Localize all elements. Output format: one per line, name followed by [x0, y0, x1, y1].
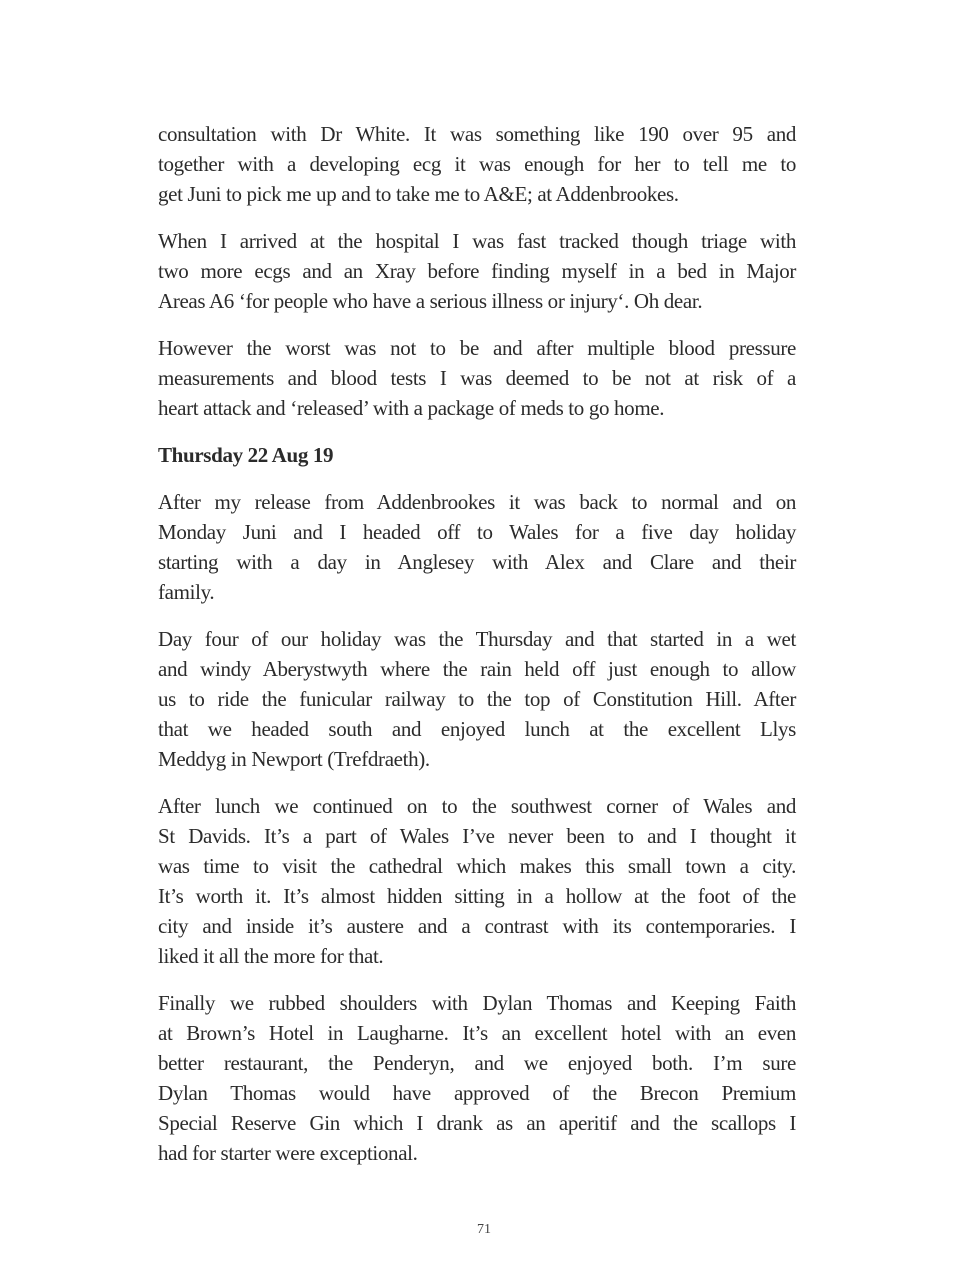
text-line: city and inside it’s austere and a contrast with its contemporaries. I: [158, 914, 796, 938]
text-line: After my release from Addenbrookes it was back to normal and on: [158, 490, 796, 514]
text-line: However the worst was not to be and after multiple blood pressure: [158, 336, 796, 360]
paragraph: [158, 988, 796, 1168]
text-line: Thursday 22 Aug 19: [158, 443, 334, 467]
text-line: Monday Juni and I headed off to Wales for a five day holiday: [158, 520, 796, 544]
text-line: St Davids. It’s a part of Wales I’ve never been to and I thought it: [158, 824, 796, 848]
text-line: liked it all the more for that.: [158, 944, 384, 968]
paragraph: [158, 487, 796, 607]
text-line: Special Reserve Gin which I drank as an aperitif and the scallops I: [158, 1111, 796, 1135]
text-line: us to ride the funicular railway to the top of Constitution Hill. After: [158, 687, 796, 711]
text-line: heart attack and ‘released’ with a package of meds to go home.: [158, 396, 665, 420]
text-line: When I arrived at the hospital I was fast tracked though triage with: [158, 229, 796, 253]
text-line: consultation with Dr White. It was something like 190 over 95 and: [158, 122, 796, 146]
page-number: 71: [477, 1222, 491, 1237]
text-line: get Juni to pick me up and to take me to A&E; at Addenbrookes.: [158, 182, 679, 206]
text-line: better restaurant, the Penderyn, and we enjoyed both. I’m sure: [158, 1051, 796, 1075]
text-line: together with a developing ecg it was enough for her to tell me to: [158, 152, 796, 176]
text-line: Dylan Thomas would have approved of the Brecon Premium: [158, 1081, 796, 1105]
paragraph: [158, 333, 796, 423]
text-line: had for starter were exceptional.: [158, 1141, 418, 1165]
text-line: It’s worth it. It’s almost hidden sitting in a hollow at the foot of the: [158, 884, 796, 908]
paragraph: [158, 119, 796, 209]
paragraph: [158, 226, 796, 316]
text-line: two more ecgs and an Xray before finding myself in a bed in Major: [158, 259, 796, 283]
text-line: starting with a day in Anglesey with Alex and Clare and their: [158, 550, 796, 574]
text-line: Day four of our holiday was the Thursday and that started in a wet: [158, 627, 796, 651]
text-line: measurements and blood tests I was deemed to be not at risk of a: [158, 366, 796, 390]
text-line: and windy Aberystwyth where the rain held off just enough to allow: [158, 657, 796, 681]
text-line: Finally we rubbed shoulders with Dylan Thomas and Keeping Faith: [158, 991, 796, 1015]
paragraph: [158, 791, 796, 971]
text-line: that we headed south and enjoyed lunch at the excellent Llys: [158, 717, 796, 741]
text-line: Areas A6 ‘for people who have a serious illness or injury‘. Oh dear.: [158, 289, 703, 313]
text-line: at Brown’s Hotel in Laugharne. It’s an excellent hotel with an even: [158, 1021, 796, 1045]
text-line: After lunch we continued on to the southwest corner of Wales and: [158, 794, 796, 818]
paragraph: [158, 624, 796, 774]
text-line: was time to visit the cathedral which makes this small town a city.: [158, 854, 796, 878]
section-heading: [158, 440, 796, 470]
document-body: [158, 119, 796, 1185]
text-line: Meddyg in Newport (Trefdraeth).: [158, 747, 430, 771]
text-line: family.: [158, 580, 215, 604]
